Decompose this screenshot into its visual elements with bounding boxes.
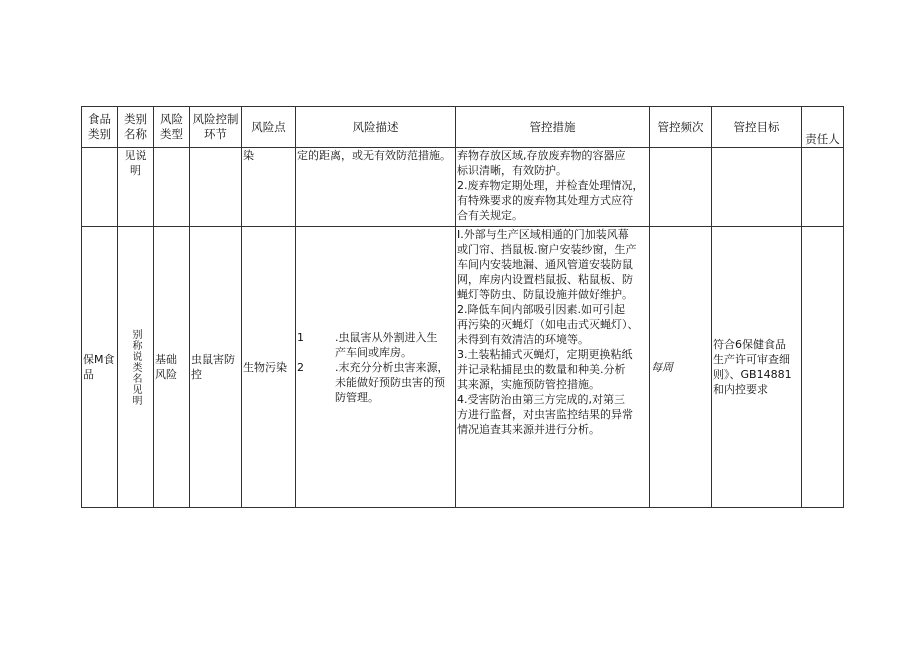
category-name-vertical-text: 别称说类名见明 bbox=[130, 328, 141, 406]
header-risk-description: 风险描述 bbox=[296, 107, 456, 148]
table-row bbox=[82, 227, 844, 508]
risk-item-number: 1 bbox=[297, 330, 304, 344]
cell-responsible-person bbox=[802, 148, 844, 227]
cell-risk-description: 定的距离，或无有效防范措施。 bbox=[296, 148, 456, 227]
cell-risk-point: 染 bbox=[242, 148, 296, 227]
risk-description-item bbox=[297, 330, 454, 360]
cell-risk-type: 基础 风险 bbox=[154, 227, 190, 508]
cell-food-category: 保M食 品 bbox=[82, 227, 118, 508]
cell-risk-point: 生物污染 bbox=[242, 227, 296, 508]
risk-item-text: .末充分分析虫害来源， 未能做好预防虫害的预防管理。 bbox=[335, 360, 449, 404]
cell-control-measures: I.外部与生产区域相通的门加装风幕 或门帘、挡鼠板.窗户安装纱窗，生产 车间内安装地漏、通风管道安装防鼠 网，库房内设置档鼠扳、粘鼠板、防 蝇灯等防虫、防鼠设施并做好维护。 2.降低车间内部吸引因素.如可引起 再污染的灭蝇灯（如电击式灭蝇灯）、 未得到有效清洁的环境等。 3.土装粘捕式灭蝇灯，定期更换粘纸 并记录粘捕昆虫的数量和种美.分析 其来源，实施预防管控措施。 4.受害防治由第三方完成的,对第三 方进行监督，对虫害监控结果的异常 情况追査其来源并进行分析。 bbox=[456, 227, 650, 508]
food-risk-control-table bbox=[81, 106, 844, 508]
cell-food-category bbox=[82, 148, 118, 227]
cell-control-target: 符合6保健食品 生产许可审查细 则》、GB14881 和内控要求 bbox=[712, 227, 802, 508]
header-risk-point: 风险点 bbox=[242, 107, 296, 148]
header-control-link: 风险控制 环节 bbox=[190, 107, 242, 148]
cell-control-link bbox=[190, 148, 242, 227]
cell-control-frequency bbox=[650, 148, 712, 227]
cell-control-link: 虫鼠害防 控 bbox=[190, 227, 242, 508]
cell-category-name bbox=[118, 227, 154, 508]
cell-responsible-person bbox=[802, 227, 844, 508]
header-control-target: 管控目标 bbox=[712, 107, 802, 148]
food-risk-table-container bbox=[81, 106, 844, 508]
risk-description-item bbox=[297, 360, 454, 405]
header-control-measures: 管控措施 bbox=[456, 107, 650, 148]
cell-control-frequency: 每周 bbox=[650, 227, 712, 508]
cell-control-target bbox=[712, 148, 802, 227]
header-risk-type: 风险 类型 bbox=[154, 107, 190, 148]
header-responsible-person: 责任人 bbox=[802, 107, 844, 148]
risk-item-number: 2 bbox=[297, 360, 304, 374]
cell-risk-type bbox=[154, 148, 190, 227]
table-row bbox=[82, 148, 844, 227]
cell-category-name: 见说 明 bbox=[118, 148, 154, 227]
risk-item-text: .虫鼠害从外割进入生 产车间或库房。 bbox=[335, 330, 438, 359]
header-food-category: 食品 类别 bbox=[82, 107, 118, 148]
cell-risk-description bbox=[296, 227, 456, 508]
table-header-row bbox=[82, 107, 844, 148]
header-control-frequency: 管控频次 bbox=[650, 107, 712, 148]
header-category-name: 类别 名称 bbox=[118, 107, 154, 148]
cell-control-measures: 弃物存放区域,存放废弃物的容器应 标识清晰，有效防护。 2.废弃物定期处理，并检査处理情况， 有特殊要求的废弃物其处理方式应符 合有关规定。 bbox=[456, 148, 650, 227]
